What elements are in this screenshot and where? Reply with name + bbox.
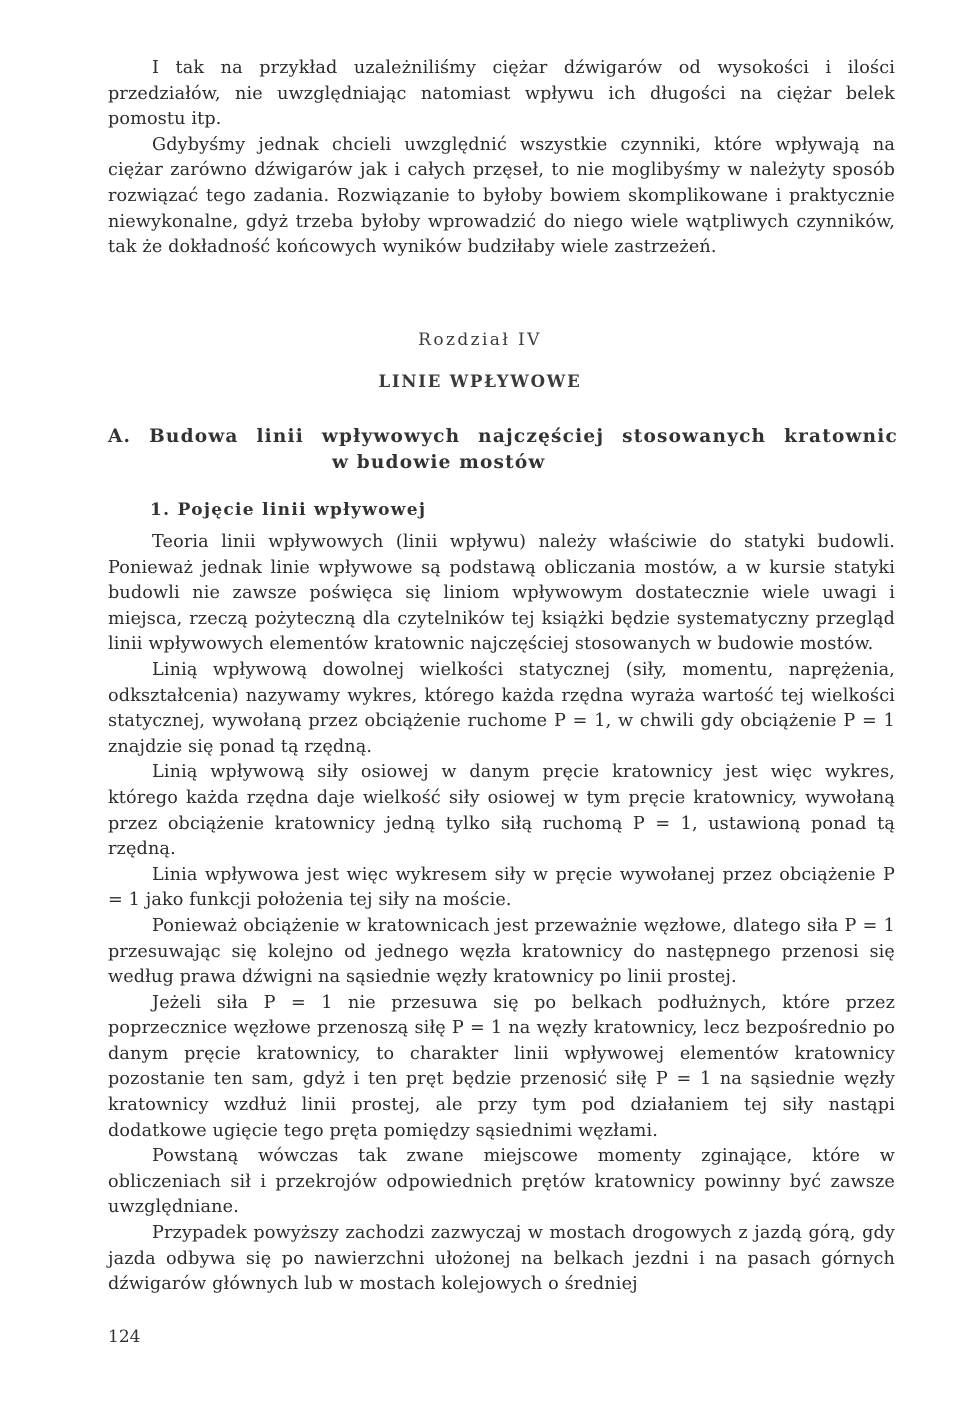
intro-paragraph-2: Gdybyśmy jednak chcieli uwzględnić wszystkie czynniki, które wpływają na ciężar zarówno dźwigarów jak i całych przęseł, to nie moglibyśmy w należyty sposób rozwiązać tego zadania. Rozwiązanie to byłoby bowiem skomplikowane i praktycznie niewykonalne, gdyż trzeba byłoby wprowadzić do niego wiele wątpliwych czynników, tak że dokładność końcowych wyników budziłaby wiele zastrzeżeń. [108,134,895,258]
chapter-label: Rozdział IV [418,330,542,350]
section-heading-line-2: w budowie mostów [332,452,546,473]
body-paragraph-7: Powstaną wówczas tak zwane miejscowe momenty zginające, które w obliczeniach sił i przekrojów odpowiednich prętów kratownicy powinny być zawsze uwzględniane. [108,1146,895,1218]
section-heading [108,424,898,476]
body-paragraph-3: Linią wpływową siły osiowej w danym pręcie kratownicy jest więc wykres, którego każda rzędna daje wielkość siły osiowej w tym pręcie kratownicy, wywołaną przez obciążenie kratownicy jedną tylko siłą ruchomą P = 1, ustawioną ponad tą rzędną. [108,762,895,860]
subsection-heading: 1. Pojęcie linii wpływowej [150,500,427,520]
body-paragraph-1: Teoria linii wpływowych (linii wpływu) należy właściwie do statyki budowli. Ponieważ jednak linie wpływowe są podstawą obliczania mostów, a w kursie statyki budowli nie zawsze poświęca się liniom wpływowym dostatecznie wiele uwagi i miejsca, rzeczą pożyteczną dla czytelników tej książki będzie systematyczny przegląd linii wpływowych elementów kratownic najczęściej stosowanych w budowie mostów. [108,532,895,655]
body-paragraph-2: Linią wpływową dowolnej wielkości statycznej (siły, momentu, naprężenia, odkształcenia) nazywamy wykres, którego każda rzędna wyraża wartość tej wielkości statycznej, wywołaną przez obciążenie ruchome P = 1, w chwili gdy obciążenie P = 1 znajdzie się ponad tą rzędną. [108,659,895,757]
body-paragraph-4: Linia wpływowa jest więc wykresem siły w pręcie wywołanej przez obciążenie P = 1 jako funkcji położenia tej siły na moście. [108,864,895,911]
body-paragraph-5: Ponieważ obciążenie w kratownicach jest przeważnie węzłowe, dlatego siła P = 1 przesuwając się kolejno od jednego węzła kratownicy do następnego przenosi się według prawa dźwigni na sąsiednie węzły kratownicy po linii prostej. [108,915,895,988]
body-paragraph-6: Jeżeli siła P = 1 nie przesuwa się po belkach podłużnych, które przez poprzecznice węzłowe przenoszą siłę P = 1 na węzły kratownicy, lecz bezpośrednio po danym pręcie kratownicy, to charakter linii wpływowej elementów kratownicy pozostanie ten sam, gdyż i ten pręt będzie przenosić siłę P = 1 na sąsiednie węzły kratownicy wzdłuż linii prostej, ale przy tym pod działaniem tej siły nastąpi dodatkowe ugięcie tego pręta pomiędzy sąsiednimi węzłami. [108,992,895,1141]
intro-text [108,56,895,261]
intro-paragraph-1: I tak na przykład uzależniliśmy ciężar dźwigarów od wysokości i ilości przedziałów, nie uwzględniając natomiast wpływu ich długości na ciężar belek pomostu itp. [108,58,895,130]
chapter-title: LINIE WPŁYWOWE [378,372,582,391]
section-heading-line-1: A. Budowa linii wpływowych najczęściej stosowanych kratownic [108,426,898,447]
page-number: 124 [108,1327,141,1347]
body-paragraph-8: Przypadek powyższy zachodzi zazwyczaj w mostach drogowych z jazdą górą, gdy jazda odbywa się po nawierzchni ułożonej na belkach jezdni i na pasach górnych dźwigarów głównych lub w mostach kolejowych o średniej [108,1223,895,1295]
body-text [108,530,895,1298]
